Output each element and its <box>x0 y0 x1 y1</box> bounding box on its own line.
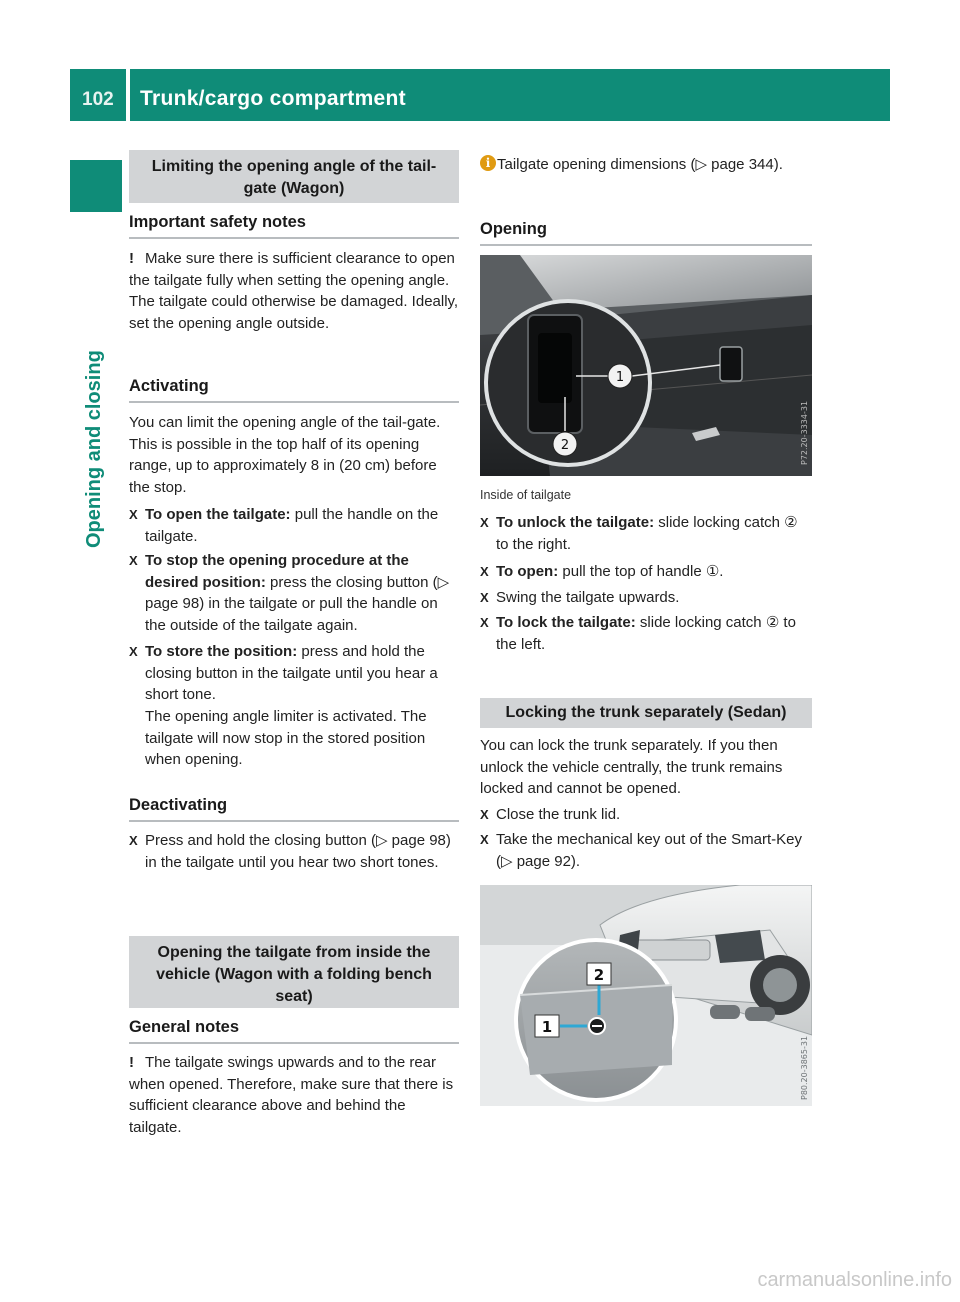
step-open-tailgate: X To open the tailgate: pull the handle on the tailgate. <box>129 506 439 545</box>
callout-1: 1 <box>541 1018 553 1036</box>
sedan-trunk-image <box>480 885 812 1106</box>
subheading-general: General notes <box>129 1018 240 1036</box>
subheading-deactivating: Deactivating <box>129 796 228 814</box>
figure-code: P72.20-3334-31 <box>800 400 809 465</box>
step-stop-opening: X To stop the opening procedure at the desired position: press the closing button (▷ page 98) in the tailgate or pull the handle on the outside of the tailgate again. <box>129 552 450 634</box>
section-heading-limiting: Limiting the opening angle of the tail-gate (Wagon) <box>129 150 459 203</box>
step-unlock-tailgate: X To unlock the tailgate: slide locking catch ② to the right. <box>480 514 798 553</box>
safety-note-text: Make sure there is sufficient clearance to open the tailgate fully when setting the opening angle. The tailgate could otherwise be damaged. Ideally, set the opening angle outside. <box>129 250 459 332</box>
subheading-opening: Opening <box>480 220 547 238</box>
activating-text: You can limit the opening angle of the tail-gate. This is possible in the top half of its opening range, up to approximately 8 in (20 cm) before the stop. <box>129 414 441 496</box>
page-number: 102 <box>82 89 114 110</box>
page-title: Trunk/cargo compartment <box>140 87 406 110</box>
figure-caption: Inside of tailgate <box>480 488 572 502</box>
step-arrow-icon: X <box>480 564 489 579</box>
step-open: X To open: pull the top of handle ①. <box>480 561 812 583</box>
step-deactivate: X Press and hold the closing button (▷ page 98) in the tailgate until you hear two short tones. <box>129 832 451 871</box>
side-tab-marker <box>70 160 122 212</box>
info-text: Tailgate opening dimensions (▷ page 344). <box>497 156 783 173</box>
step-lock-tailgate: X To lock the tailgate: slide locking catch ② to the left. <box>480 614 796 653</box>
tailgate-interior-image <box>480 255 812 476</box>
divider <box>129 820 459 822</box>
step-arrow-icon: X <box>480 832 489 847</box>
warning-icon: ! <box>129 1054 134 1071</box>
general-note <box>129 1052 459 1138</box>
step-close-trunk: X Close the trunk lid. <box>480 804 812 826</box>
step-take-key: X Take the mechanical key out of the Smart-Key (▷ page 92). <box>480 831 802 870</box>
step-arrow-icon: X <box>129 553 138 568</box>
info-icon: i <box>480 155 496 171</box>
step-arrow-icon: X <box>129 644 138 659</box>
locking-text: You can lock the trunk separately. If you then unlock the vehicle centrally, the trunk remains locked and cannot be opened. <box>480 737 783 797</box>
section-heading-opening-inside: Opening the tailgate from inside the vehicle (Wagon with a folding bench seat) <box>129 936 459 1008</box>
step-swing: X Swing the tailgate upwards. <box>480 587 812 609</box>
tailgate-illustration <box>480 255 812 476</box>
chapter-label: Opening and closing <box>83 350 105 548</box>
figure-code: P80.20-3865-31 <box>800 1035 809 1100</box>
callout-1: 1 <box>615 370 625 385</box>
divider <box>480 244 812 246</box>
sedan-illustration <box>480 885 812 1106</box>
header-divider <box>126 69 130 121</box>
safety-note <box>129 248 459 334</box>
divider <box>129 1042 459 1044</box>
step-arrow-icon: X <box>129 507 138 522</box>
step-arrow-icon: X <box>480 515 489 530</box>
divider <box>129 237 459 239</box>
step-arrow-icon: X <box>480 590 489 605</box>
step-arrow-icon: X <box>129 833 138 848</box>
section-heading-locking-trunk: Locking the trunk separately (Sedan) <box>480 698 812 728</box>
subheading-activating: Activating <box>129 377 209 395</box>
step-result: The opening angle limiter is activated. The tailgate will now stop in the stored position when opening. <box>145 708 427 768</box>
step-store-position: X To store the position: press and hold the closing button in the tailgate until you hear a short tone. <box>129 643 438 703</box>
warning-icon: ! <box>129 250 134 267</box>
callout-2: 2 <box>593 966 605 984</box>
watermark: carmanualsonline.info <box>757 1269 952 1291</box>
subheading-safety: Important safety notes <box>129 213 306 231</box>
step-arrow-icon: X <box>480 807 489 822</box>
callout-2: 2 <box>560 438 570 453</box>
divider <box>129 401 459 403</box>
step-arrow-icon: X <box>480 615 489 630</box>
general-note-text: The tailgate swings upwards and to the rear when opened. Therefore, make sure that there is sufficient clearance above and behind the tailgate. <box>129 1054 454 1136</box>
